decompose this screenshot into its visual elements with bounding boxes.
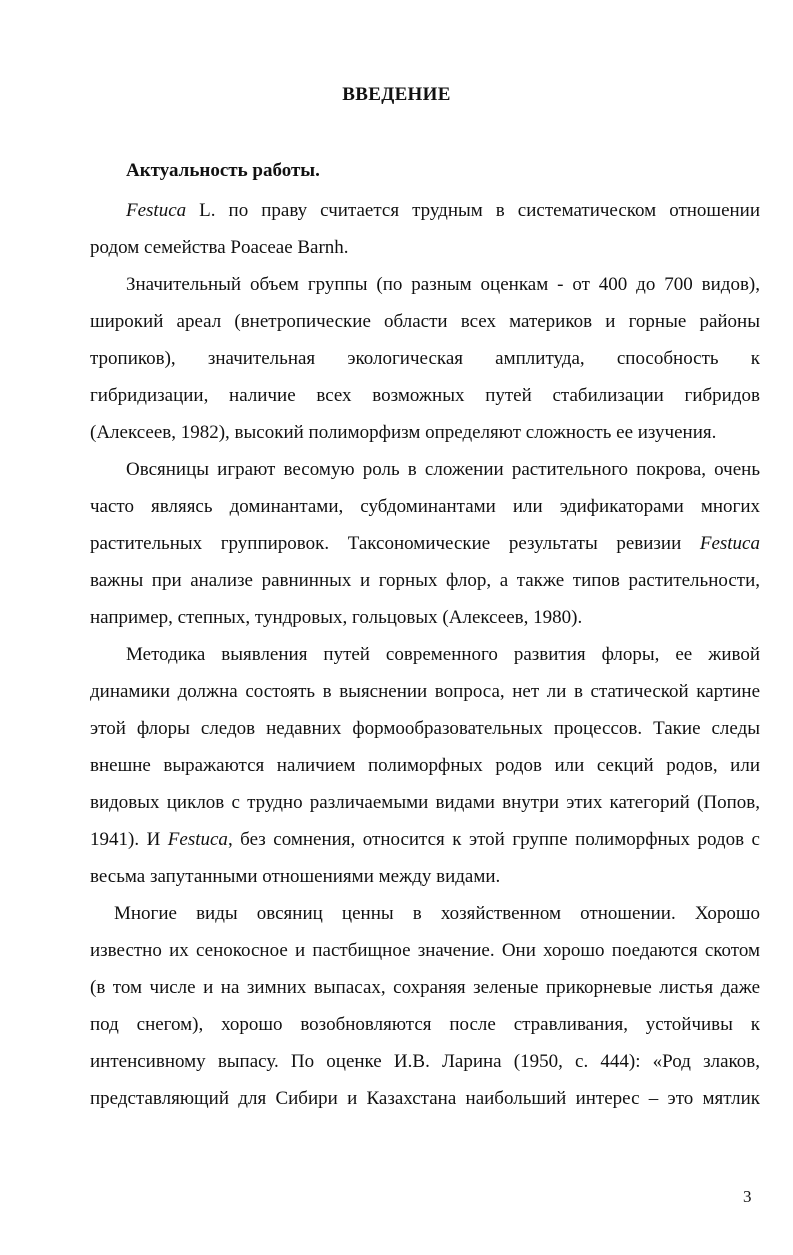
text-line-6: гибридизации, наличие всех возможных путей стабилизации гибридов xyxy=(90,385,760,406)
text-line-18: 1941). И Festuca, без сомнения, относится к этой группе полиморфных родов с xyxy=(90,829,760,850)
text-line-9: часто являясь доминантами, субдоминантами или эдификаторами многих xyxy=(90,496,760,517)
text-line-1: Festuca L. по праву считается трудным в систематическом отношении xyxy=(126,200,760,221)
text-line-21: известно их сенокосное и пастбищное значение. Они хорошо поедаются скотом xyxy=(90,940,760,961)
section-heading: Актуальность работы. xyxy=(126,160,320,181)
text-line-23: под снегом), хорошо возобновляются после стравливания, устойчивы к xyxy=(90,1014,760,1035)
text-line-15: этой флоры следов недавних формообразовательных процессов. Такие следы xyxy=(90,718,760,739)
text-line-25: представляющий для Сибири и Казахстана наибольший интерес – это мятлик xyxy=(90,1088,760,1109)
text-line-7: (Алексеев, 1982), высокий полиморфизм определяют сложность ее изучения. xyxy=(90,422,717,443)
page-number: 3 xyxy=(743,1187,752,1206)
page-title: ВВЕДЕНИЕ xyxy=(342,84,451,105)
text-line-8: Овсяницы играют весомую роль в сложении растительного покрова, очень xyxy=(126,459,760,480)
text-line-10: растительных группировок. Таксономические результаты ревизии Festuca xyxy=(90,533,760,554)
text-line-4: широкий ареал (внетропические области всех материков и горные районы xyxy=(90,311,760,332)
text-line-17: видовых циклов с трудно различаемыми видами внутри этих категорий (Попов, xyxy=(90,792,760,813)
text-line-13: Методика выявления путей современного развития флоры, ее живой xyxy=(126,644,760,665)
text-line-14: динамики должна состоять в выяснении вопроса, нет ли в статической картине xyxy=(90,681,760,702)
text-line-11: важны при анализе равнинных и горных флор, а также типов растительности, xyxy=(90,570,760,591)
text-line-5: тропиков), значительная экологическая амплитуда, способность к xyxy=(90,348,760,369)
text-line-2: родом семейства Poaceae Barnh. xyxy=(90,237,349,258)
text-line-16: внешне выражаются наличием полиморфных родов или секций родов, или xyxy=(90,755,760,776)
text-line-12: например, степных, тундровых, гольцовых (Алексеев, 1980). xyxy=(90,607,583,628)
text-line-24: интенсивному выпасу. По оценке И.В. Ларина (1950, с. 444): «Род злаков, xyxy=(90,1051,760,1072)
text-line-19: весьма запутанными отношениями между видами. xyxy=(90,866,501,887)
text-line-20: Многие виды овсяниц ценны в хозяйственном отношении. Хорошо xyxy=(114,903,760,924)
text-line-22: (в том числе и на зимних выпасах, сохраняя зеленые прикорневые листья даже xyxy=(90,977,760,998)
text-line-3: Значительный объем группы (по разным оценкам - от 400 до 700 видов), xyxy=(126,274,760,295)
